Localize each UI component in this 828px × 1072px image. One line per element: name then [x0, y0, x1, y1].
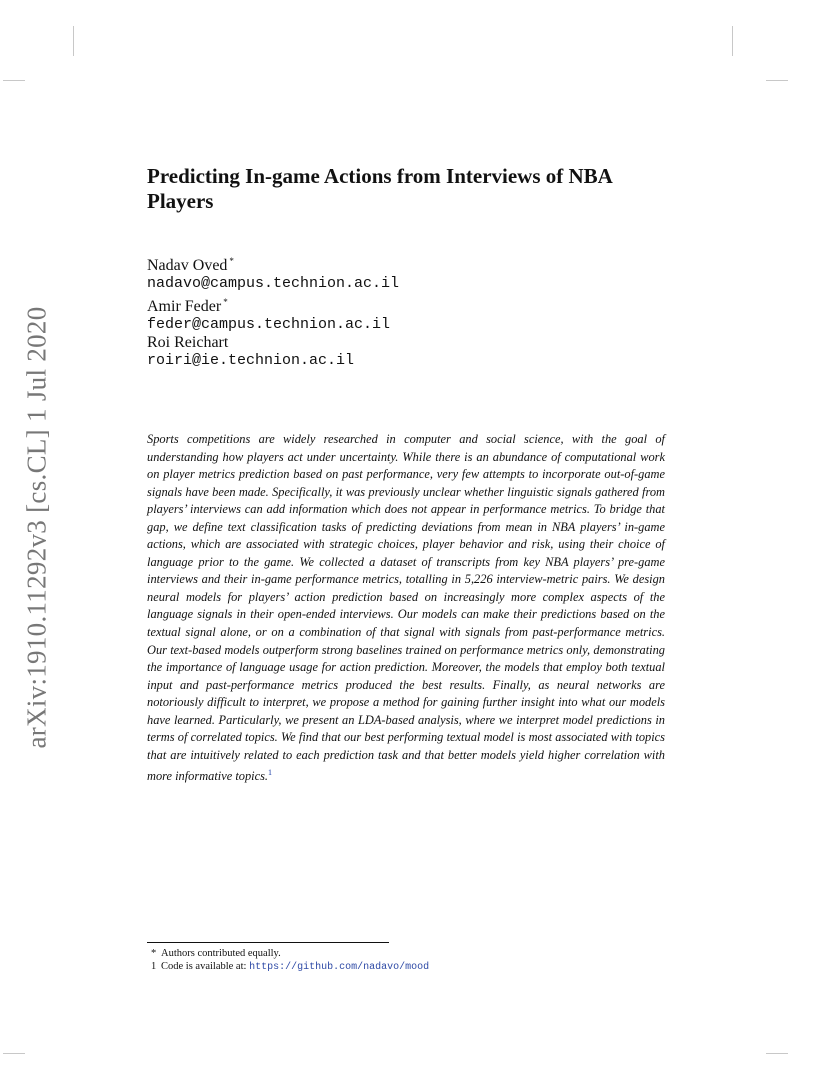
- author-email[interactable]: nadavo@campus.technion.ac.il: [147, 275, 400, 292]
- crop-mark: [3, 80, 25, 81]
- footnote-ref-link[interactable]: 1: [268, 768, 273, 778]
- crop-mark: [3, 1053, 25, 1054]
- abstract: [147, 431, 665, 786]
- crop-mark: [73, 26, 74, 56]
- footnote: [151, 947, 429, 960]
- footnote-mark: *: [151, 948, 157, 959]
- author-email[interactable]: feder@campus.technion.ac.il: [147, 316, 391, 333]
- footnote-mark: 1: [151, 961, 157, 972]
- author-name: Roi Reichart: [147, 334, 229, 351]
- footnote-text: Authors contributed equally.: [161, 948, 281, 959]
- abstract-text: Sports competitions are widely researched in computer and social science, with the goal of understanding how players act under uncertainty. While there is an abundance of computational work on player metrics prediction based on past performance, very few attempts to incorporate out-of-game signals have been made. Specifically, it was previously unclear whether linguistic signals gathered from players’ interviews can add information which does not appear in performance metrics. To bridge that gap, we define text classification tasks of predicting deviations from mean in NBA players’ in-game actions, which are associated with strategic choices, player behavior and risk, using their choice of language prior to the game. We collected a dataset of transcripts from key NBA players’ pre-game interviews and their in-game performance metrics, totalling in 5,226 interview-metric pairs. We design neural models for players’ action prediction based on increasingly more complex aspects of the language signals in their open-ended interviews. Our models can make their predictions based on the textual signal alone, or on a combination of that signal with signals from past-performance metrics. Our text-based models outperform strong baselines trained on performance metrics only, demonstrating the importance of language usage for action prediction. Moreover, the models that employ both textual input and past-performance metrics produced the best results. Finally, as neural networks are notoriously difficult to interpret, we propose a method for gaining further insight into what our models have learned. Particularly, we present an LDA-based analysis, where we interpret model predictions in terms of correlated topics. We find that our best performing textual model is most associated with topics that are intuitively related to each prediction task and that better models yield higher correlation with more informative topics.: [147, 432, 665, 784]
- arxiv-stamp-text: arXiv:1910.11292v3 [cs.CL] 1 Jul 2020: [21, 305, 52, 749]
- equal-contribution-mark: *: [223, 297, 228, 307]
- code-url-link[interactable]: https://github.com/nadavo/mood: [249, 962, 430, 973]
- crop-mark: [732, 26, 733, 56]
- paper-title: Predicting In-game Actions from Interviews of NBA Players: [147, 164, 612, 213]
- arxiv-stamp: [18, 301, 56, 753]
- author-name: Amir Feder *: [147, 297, 228, 315]
- author-block: [147, 252, 399, 370]
- crop-mark: [766, 1053, 788, 1054]
- footnote-text: Code is available at:: [161, 961, 247, 972]
- footnotes: [151, 947, 429, 974]
- footnote-rule: [147, 942, 389, 943]
- crop-mark: [766, 80, 788, 81]
- author-name: Nadav Oved *: [147, 256, 234, 274]
- author-email[interactable]: roiri@ie.technion.ac.il: [147, 352, 355, 369]
- equal-contribution-mark: *: [229, 256, 234, 266]
- footnote: [151, 960, 429, 974]
